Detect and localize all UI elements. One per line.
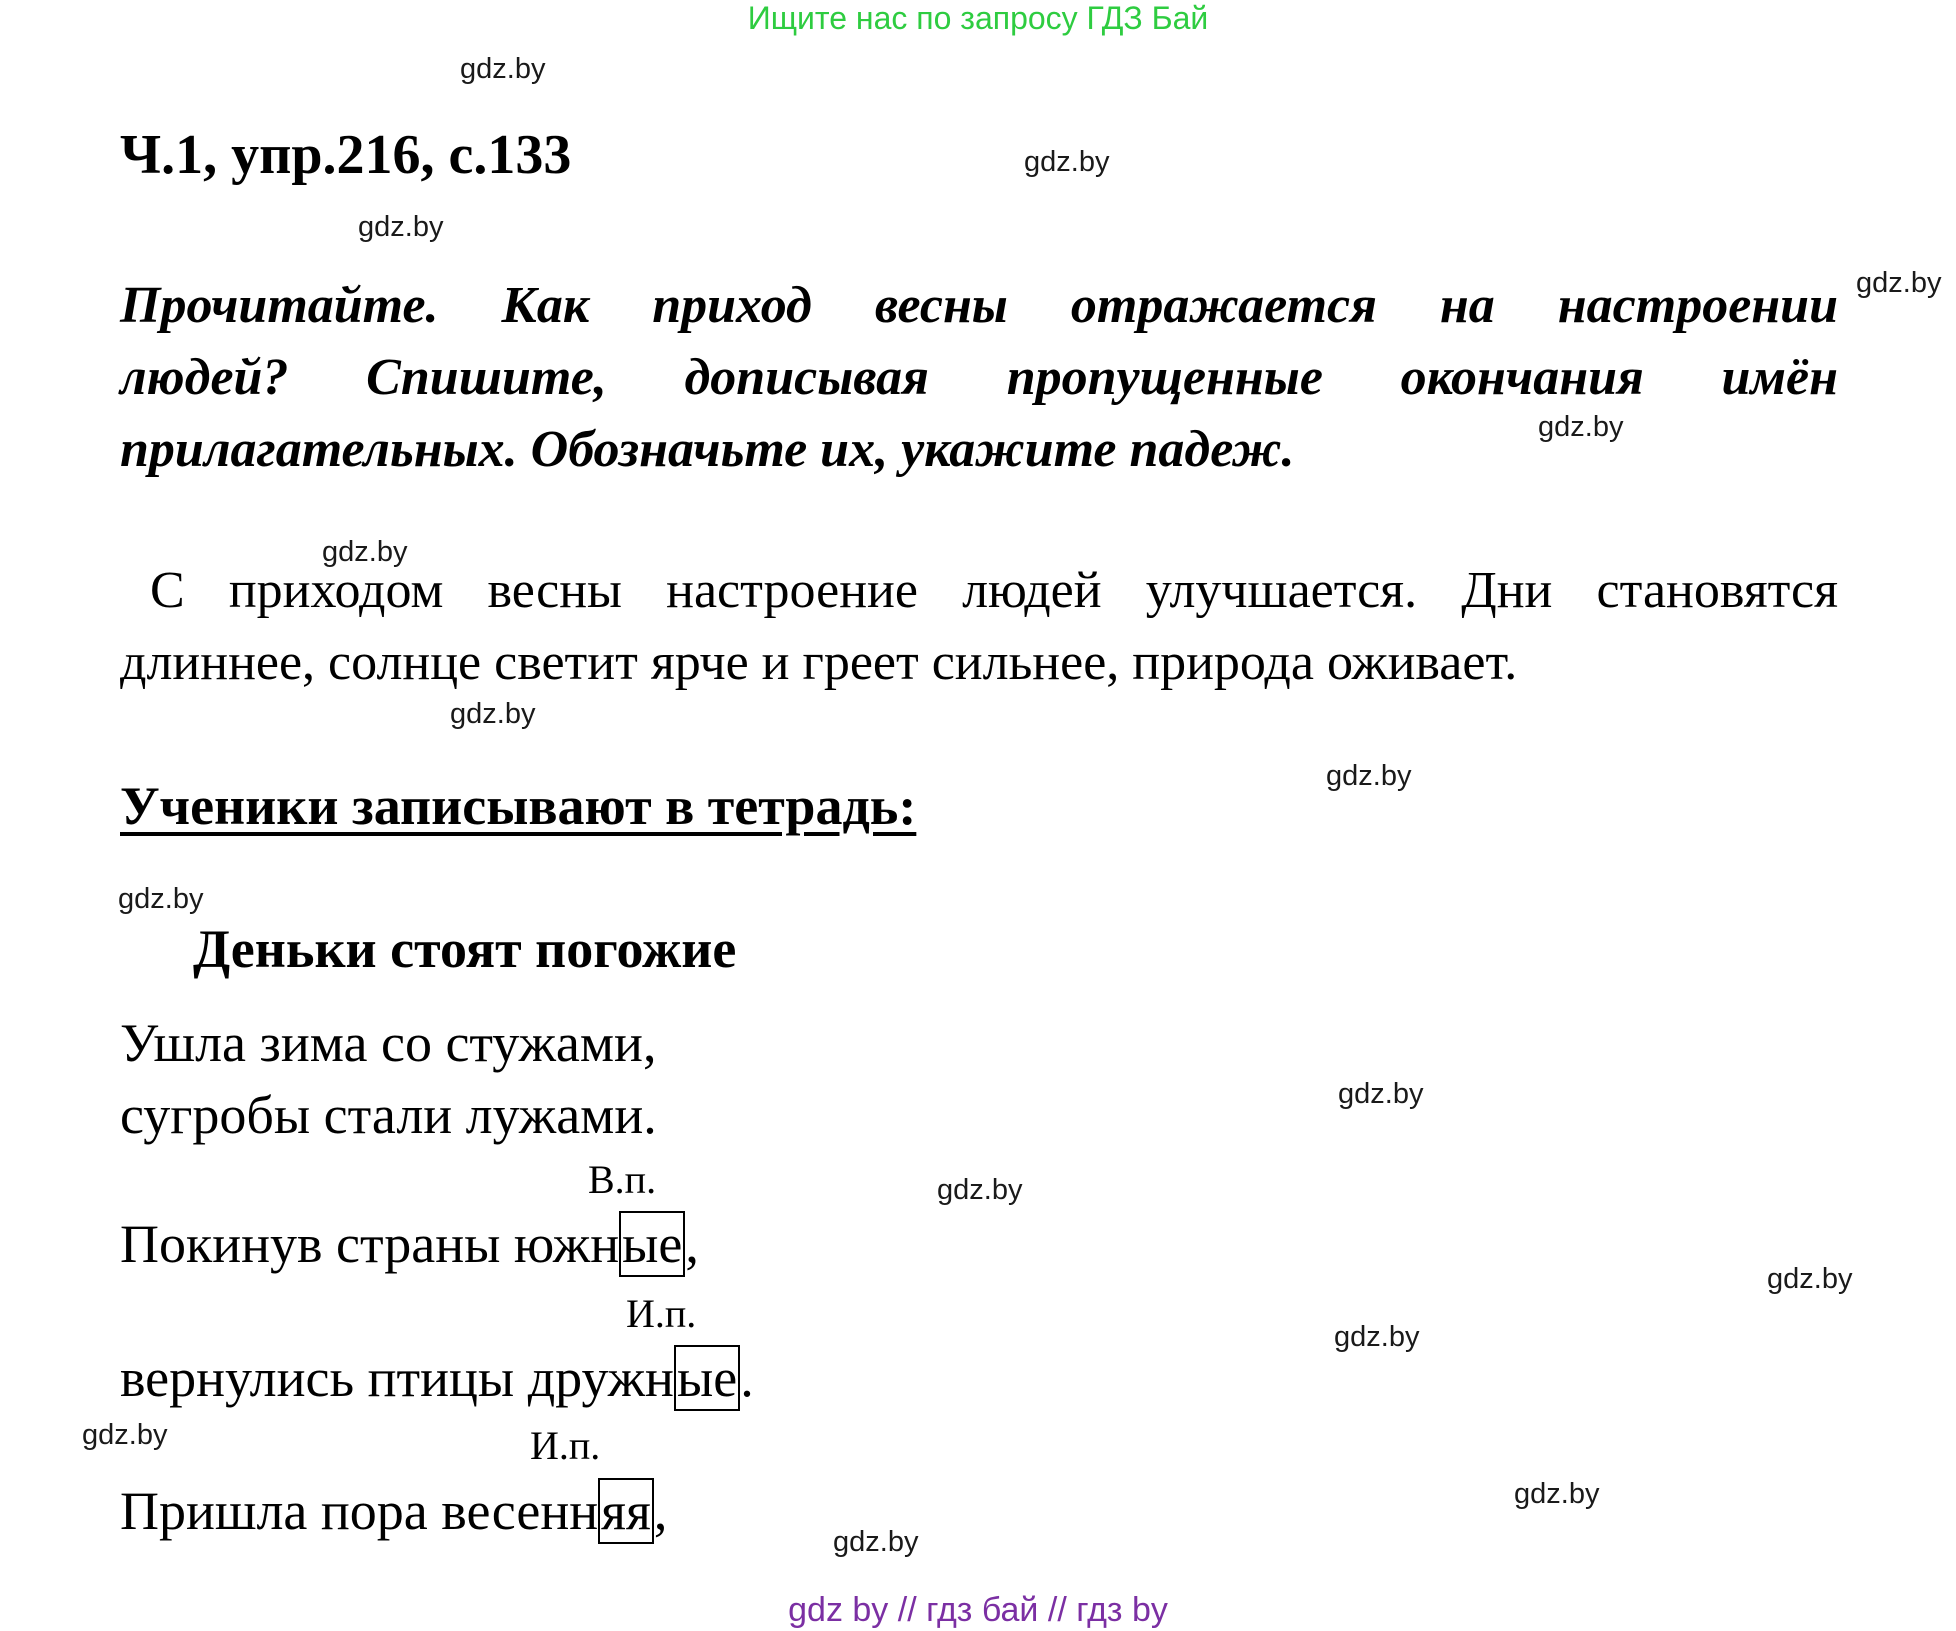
watermark: gdz.by [937, 1174, 1023, 1206]
watermark: gdz.by [460, 53, 546, 85]
poem-line [120, 1211, 699, 1277]
page-title: Ч.1, упр.216, с.133 [120, 124, 572, 186]
top-banner: Ищите нас по запросу ГДЗ Бай [747, 0, 1209, 36]
punctuation: , [685, 1214, 699, 1274]
section-heading: Ученики записывают в тетрадь: [120, 776, 917, 836]
watermark: gdz.by [1538, 411, 1624, 443]
ending-box: яя [598, 1478, 654, 1544]
watermark: gdz.by [82, 1419, 168, 1451]
case-label: И.п. [626, 1291, 697, 1336]
intro-paragraph [120, 555, 1838, 699]
ending-box: ые [619, 1211, 685, 1277]
task-text [120, 270, 1838, 486]
poem-line: Ушла зима со стужами, [120, 1013, 657, 1073]
poem-line [120, 1345, 754, 1411]
watermark: gdz.by [118, 883, 204, 915]
task-line: прилагательных. Обозначьте их, укажите падеж. [120, 421, 1295, 478]
watermark: gdz.by [1767, 1263, 1853, 1295]
task-line: Прочитайте. Как приход весны отражается на настроении [120, 277, 1838, 334]
ending-box: ые [674, 1345, 740, 1411]
watermark: gdz.by [1338, 1078, 1424, 1110]
word-stem: Покинув страны южн [120, 1214, 620, 1274]
case-label: В.п. [588, 1157, 657, 1202]
watermark: gdz.by [833, 1526, 919, 1558]
watermark: gdz.by [450, 698, 536, 730]
watermark: gdz.by [1334, 1321, 1420, 1353]
intro-line: длиннее, солнце светит ярче и греет сильнее, природа оживает. [120, 634, 1518, 691]
watermark: gdz.by [358, 211, 444, 243]
watermark: gdz.by [1024, 146, 1110, 178]
poem-line: сугробы стали лужами. [120, 1085, 657, 1145]
watermark: gdz.by [322, 536, 408, 568]
watermark: gdz.by [1514, 1478, 1600, 1510]
poem-line [120, 1478, 667, 1544]
word-stem: вернулись птицы дружн [120, 1348, 674, 1408]
footer-links: gdz by // гдз бай // гдз by [788, 1591, 1168, 1629]
watermark: gdz.by [1326, 760, 1412, 792]
watermark: gdz.by [1856, 267, 1942, 299]
case-label: И.п. [530, 1423, 601, 1468]
punctuation: , [653, 1481, 668, 1541]
poem-title: Деньки стоят погожие [193, 919, 737, 979]
word-stem: Пришла пора весенн [120, 1481, 599, 1541]
punctuation: . [740, 1348, 754, 1408]
intro-line: С приходом весны настроение людей улучшается. Дни становятся [150, 562, 1838, 619]
task-line: людей? Спишите, дописывая пропущенные окончания имён [120, 349, 1838, 406]
